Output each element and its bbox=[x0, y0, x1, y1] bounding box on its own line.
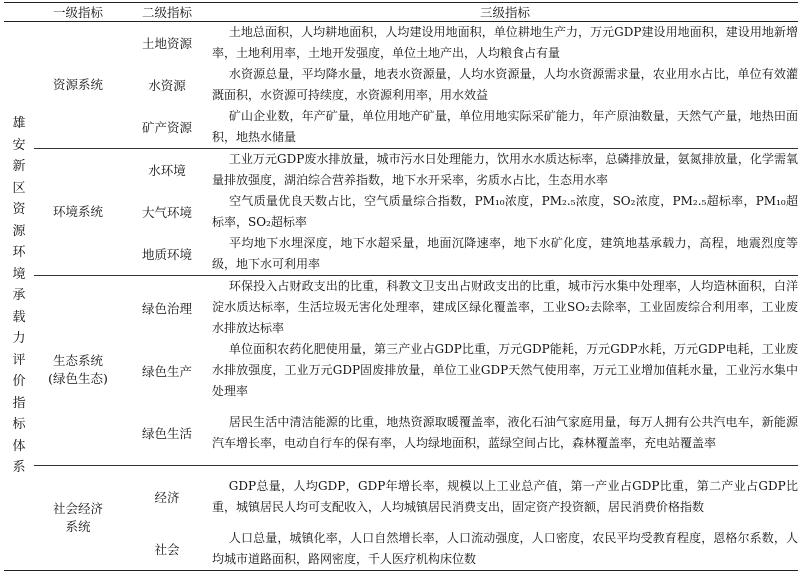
system-title-cell bbox=[4, 22, 34, 571]
table-row bbox=[4, 402, 798, 465]
second-level-land: 土地资源 bbox=[141, 36, 192, 51]
third-level-society: 人口总量，城镇化率，人口自然增长率，人口流动强度，人口密度，农民平均受教育程度，恩格尔系数，人均城市道路面积，路网密度，千人医疗机构床位数 bbox=[212, 528, 798, 571]
second-level-society: 社会 bbox=[122, 528, 212, 571]
third-level-green-life: 居民生活中清洁能源的比重，地热资源取暖覆盖率，液化石油气家庭用量，每万人拥有公共汽电车，新能源汽车增长率，电动自行车的保有率，人均绿地面积，蓝绿空间占比，森林覆盖率，充电站覆盖率 bbox=[212, 402, 798, 465]
second-level-geology: 地质环境 bbox=[122, 233, 212, 276]
table-row bbox=[4, 64, 798, 106]
header-third-level: 三级指标 bbox=[212, 3, 798, 22]
third-level-green-governance: 环保投入占财政支出的比重，科教文卫支出占财政支出的比重，城市污水集中处理率，人均造林面积，白洋淀水质达标率，生活垃圾无害化处理率，建成区绿化覆盖率，工业SO₂去除率，工业固废综合利用率，工业废水排放达标率 bbox=[212, 279, 798, 335]
third-level-water-env: 工业万元GDP废水排放量，城市污水日处理能力，饮用水水质达标率，总磷排放量，氨氮排放量，化学需氧量排放强度，湖泊综合营养指数，地下水开采率，劣质水占比，生态用水率 bbox=[212, 152, 798, 187]
header-first-level: 一级指标 bbox=[34, 3, 122, 22]
third-level-green-production: 单位面积农药化肥使用量，第三产业占GDP比重，万元GDP能耗，万元GDP水耗，万元GDP电耗，工业废水排放强度，工业万元GDP固废排放量，单位工业GDP天然气使用率，万元工业增加值耗水量，工业污水集中处理率 bbox=[212, 342, 798, 398]
third-level-geology: 平均地下水埋深度，地下水超采量，地面沉降速率，地下水矿化度，建筑地基承载力，高程，地震烈度等级，地下水可利用率 bbox=[212, 233, 798, 276]
third-level-air: 空气质量优良天数占比，空气质量综合指数，PM₁₀浓度，PM₂.₅浓度，SO₂浓度，PM₂.₅超标率，PM₁₀超标率，SO₂超标率 bbox=[212, 194, 798, 229]
second-level-water-env: 水环境 bbox=[148, 163, 186, 178]
system-title: 雄安新区资源环境承载力评价指标体系 bbox=[12, 116, 26, 476]
second-level-green-governance: 绿色治理 bbox=[141, 300, 192, 316]
header-blank bbox=[4, 3, 34, 22]
table-row bbox=[4, 528, 798, 571]
second-level-water: 水资源 bbox=[148, 78, 186, 93]
header-row bbox=[4, 3, 798, 22]
indicator-system-table bbox=[4, 2, 798, 571]
third-level-water: 水资源总量，平均降水量，地表水资源量，人均水资源量，人均水资源需求量，农业用水占比，单位有效灌溉面积，水资源可持续度，水资源利用率，用水效益 bbox=[212, 67, 798, 102]
first-level-ecology: 生态系统 (绿色生态) bbox=[34, 276, 122, 466]
first-level-socioeconomic: 社会经济 系统 bbox=[34, 465, 122, 571]
table-row bbox=[4, 465, 798, 528]
table-row bbox=[4, 106, 798, 149]
table-row bbox=[4, 233, 798, 276]
table-row bbox=[4, 339, 798, 402]
second-level-mineral: 矿产资源 bbox=[122, 106, 212, 149]
third-level-mineral: 矿山企业数，年产矿量，单位用地产矿量，单位用地实际采矿能力，年产原油数量，天然气产量，地热田面积，地热水储量 bbox=[212, 106, 798, 149]
first-level-environment: 环境系统 bbox=[34, 149, 122, 276]
second-level-green-life: 绿色生活 bbox=[122, 402, 212, 465]
table-row bbox=[4, 191, 798, 233]
table-row bbox=[4, 22, 798, 65]
third-level-land: 土地总面积，人均耕地面积，人均建设用地面积，单位耕地生产力，万元GDP建设用地面积，建设用地新增率，土地利用率，土地开发强度，单位土地产出，人均粮食占有量 bbox=[212, 25, 798, 60]
table-row bbox=[4, 149, 798, 192]
third-level-economy: GDP总量，人均GDP，GDP年增长率，规模以上工业总产值，第一产业占GDP比重，第二产业占GDP比重，城镇居民人均可支配收入，人均城镇居民消费支出，固定资产投资额，居民消费价格指数 bbox=[212, 478, 798, 514]
header-second-level: 二级指标 bbox=[122, 3, 212, 22]
second-level-green-production: 绿色生产 bbox=[141, 363, 192, 379]
second-level-air: 大气环境 bbox=[141, 205, 192, 220]
first-level-resource: 资源系统 bbox=[34, 22, 122, 149]
table-row bbox=[4, 276, 798, 340]
second-level-economy: 经济 bbox=[154, 489, 180, 505]
